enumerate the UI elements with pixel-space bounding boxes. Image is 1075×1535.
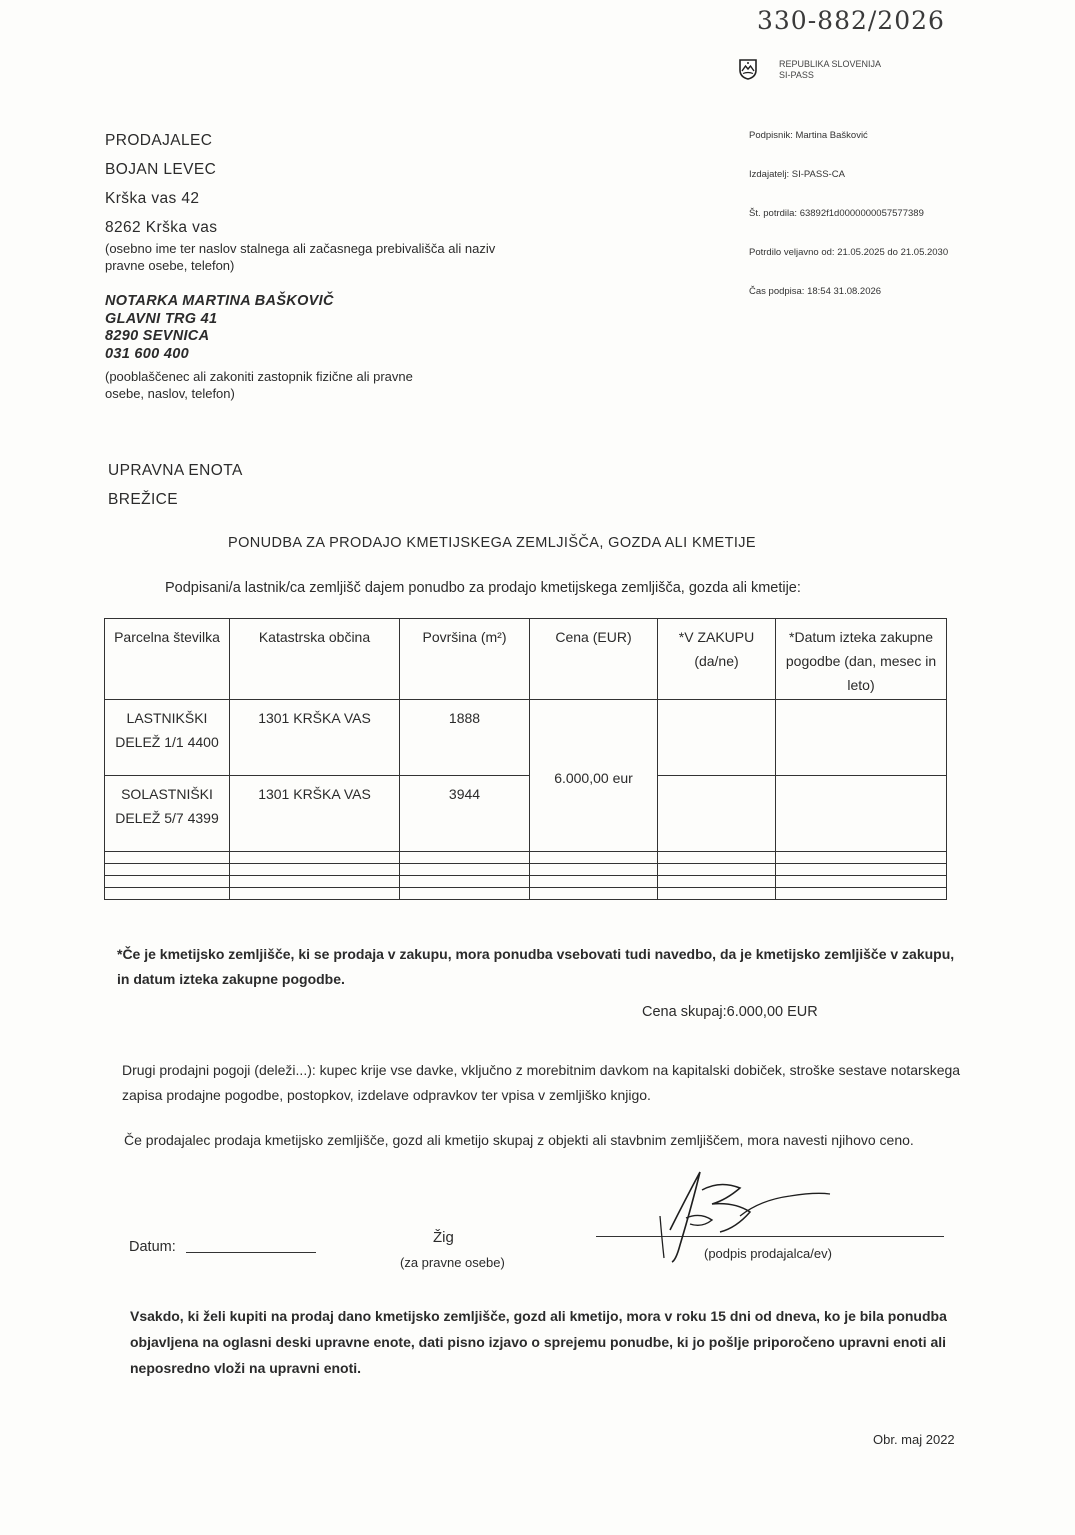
issuer-header [779,59,881,81]
header-price: Cena (EUR) [530,619,658,700]
header-cadastral-municipality: Katastrska občina [230,619,400,700]
representative-block [105,293,334,363]
authority-block [108,456,243,514]
authority-label: UPRAVNA ENOTA [108,462,243,479]
country-name: REPUBLIKA SLOVENIJA [779,59,882,69]
seller-block [105,126,217,242]
signing-time-line: Čas podpisa: 18:54 31.08.2026 [749,286,882,297]
representative-city: 8290 SEVNICA [105,328,210,344]
seller-city: 8262 Krška vas [105,219,218,236]
area-cell: 3944 [400,776,530,852]
seller-street: Krška vas 42 [105,190,200,207]
header-lease: *V ZAKUPU (da/ne) [658,619,776,700]
handwritten-signature [640,1160,840,1270]
coat-of-arms-icon [738,58,758,80]
parcel-cell: SOLASTNIŠKI DELEŽ 5/7 4399 [105,776,230,852]
certificate-line: Št. potrdila: 63892f1d0000000057577389 [749,208,924,219]
seller-field-note: (osebno ime ter naslov stalnega ali začasnega prebivališča ali naziv pravne osebe, telefon) [105,241,496,273]
price-cell: 6.000,00 eur [530,700,658,852]
representative-phone: 031 600 400 [105,345,189,362]
issuer-line: Izdajatelj: SI-PASS-CA [749,169,845,180]
stamp-label: Žig [433,1229,454,1246]
cadastral-cell: 1301 KRŠKA VAS [230,776,400,852]
objects-price-note: Če prodajalec prodaja kmetijsko zemljišče, gozd ali kmetijo skupaj z objekti ali stavbnim zemljiščem, mora navesti njihovo ceno. [124,1132,914,1148]
table-row [105,700,947,776]
date-line [186,1252,316,1253]
lease-end-cell [776,700,947,776]
document-title: PONUDBA ZA PRODAJO KMETIJSKEGA ZEMLJIŠČA, GOZDA ALI KMETIJE [228,535,756,551]
empty-table-row [105,852,947,864]
total-price: Cena skupaj:6.000,00 EUR [642,1004,818,1020]
table-header-row [105,619,947,700]
empty-table-row [105,888,947,900]
representative-field-note: (pooblaščenec ali zakoniti zastopnik fizične ali pravne osebe, naslov, telefon) [105,369,413,401]
seller-label: PRODAJALEC [105,132,213,149]
intro-text: Podpisani/a lastnik/ca zemljišč dajem ponudbo za prodajo kmetijskega zemljišča, gozda ali kmetije: [165,580,801,596]
lease-cell [658,776,776,852]
header-parcel-number: Parcelna številka [105,619,230,700]
parcel-table [104,618,947,900]
cadastral-cell: 1301 KRŠKA VAS [230,700,400,776]
empty-table-row [105,864,947,876]
seller-name: BOJAN LEVEC [105,161,217,178]
form-version: Obr. maj 2022 [873,1432,955,1447]
lease-cell [658,700,776,776]
representative-street: GLAVNI TRG 41 [105,310,218,327]
table-row [105,776,947,852]
lease-end-cell [776,776,947,852]
handwritten-file-number: 330-882/2026 [757,6,945,35]
representative-name: NOTARKA MARTINA BAŠKOVIČ [105,293,334,309]
signature-note: (podpis prodajalca/ev) [704,1246,832,1261]
authority-name: BREŽICE [108,491,178,508]
header-lease-end: *Datum izteka zakupne pogodbe (dan, mesec in leto) [776,619,947,700]
stamp-note: (za pravne osebe) [400,1255,505,1270]
area-cell: 1888 [400,700,530,776]
validity-line: Potrdilo veljavno od: 21.05.2025 do 21.05.2030 [749,247,949,258]
date-label: Datum: [129,1239,176,1255]
lease-footnote: *Če je kmetijsko zemljišče, ki se prodaja v zakupu, mora ponudba vsebovati tudi navedbo, da je kmetijsko zemljišče v zakupu, in datum izteka zakupne pogodbe. [117,946,955,987]
signer-line: Podpisnik: Martina Bašković [749,130,868,141]
service-name: SI-PASS [779,70,814,80]
header-area: Površina (m²) [400,619,530,700]
empty-table-row [105,876,947,888]
digital-signature-metadata [749,103,948,311]
parcel-cell: LASTNIKŠKI DELEŽ 1/1 4400 [105,700,230,776]
acceptance-instructions: Vsakdo, ki želi kupiti na prodaj dano kmetijsko zemljišče, gozd ali kmetijo, mora v roku 15 dni od dneva, ko je bila ponudba objavljena na oglasni deski upravne enote, dati pisno izjavo o sprejemu ponudbe, ki jo pošlje priporočeno upravni enoti ali neposredno vloži na upravni enoti. [130,1308,947,1376]
other-sale-terms: Drugi prodajni pogoji (deleži...): kupec krije vse davke, vključno z morebitnim davkom na kapitalski dobiček, stroške sestave notarskega zapisa prodajne pogodbe, postopkov, izdelave odpravkov ter vpisa v zemljiško knjigo. [122,1062,961,1103]
